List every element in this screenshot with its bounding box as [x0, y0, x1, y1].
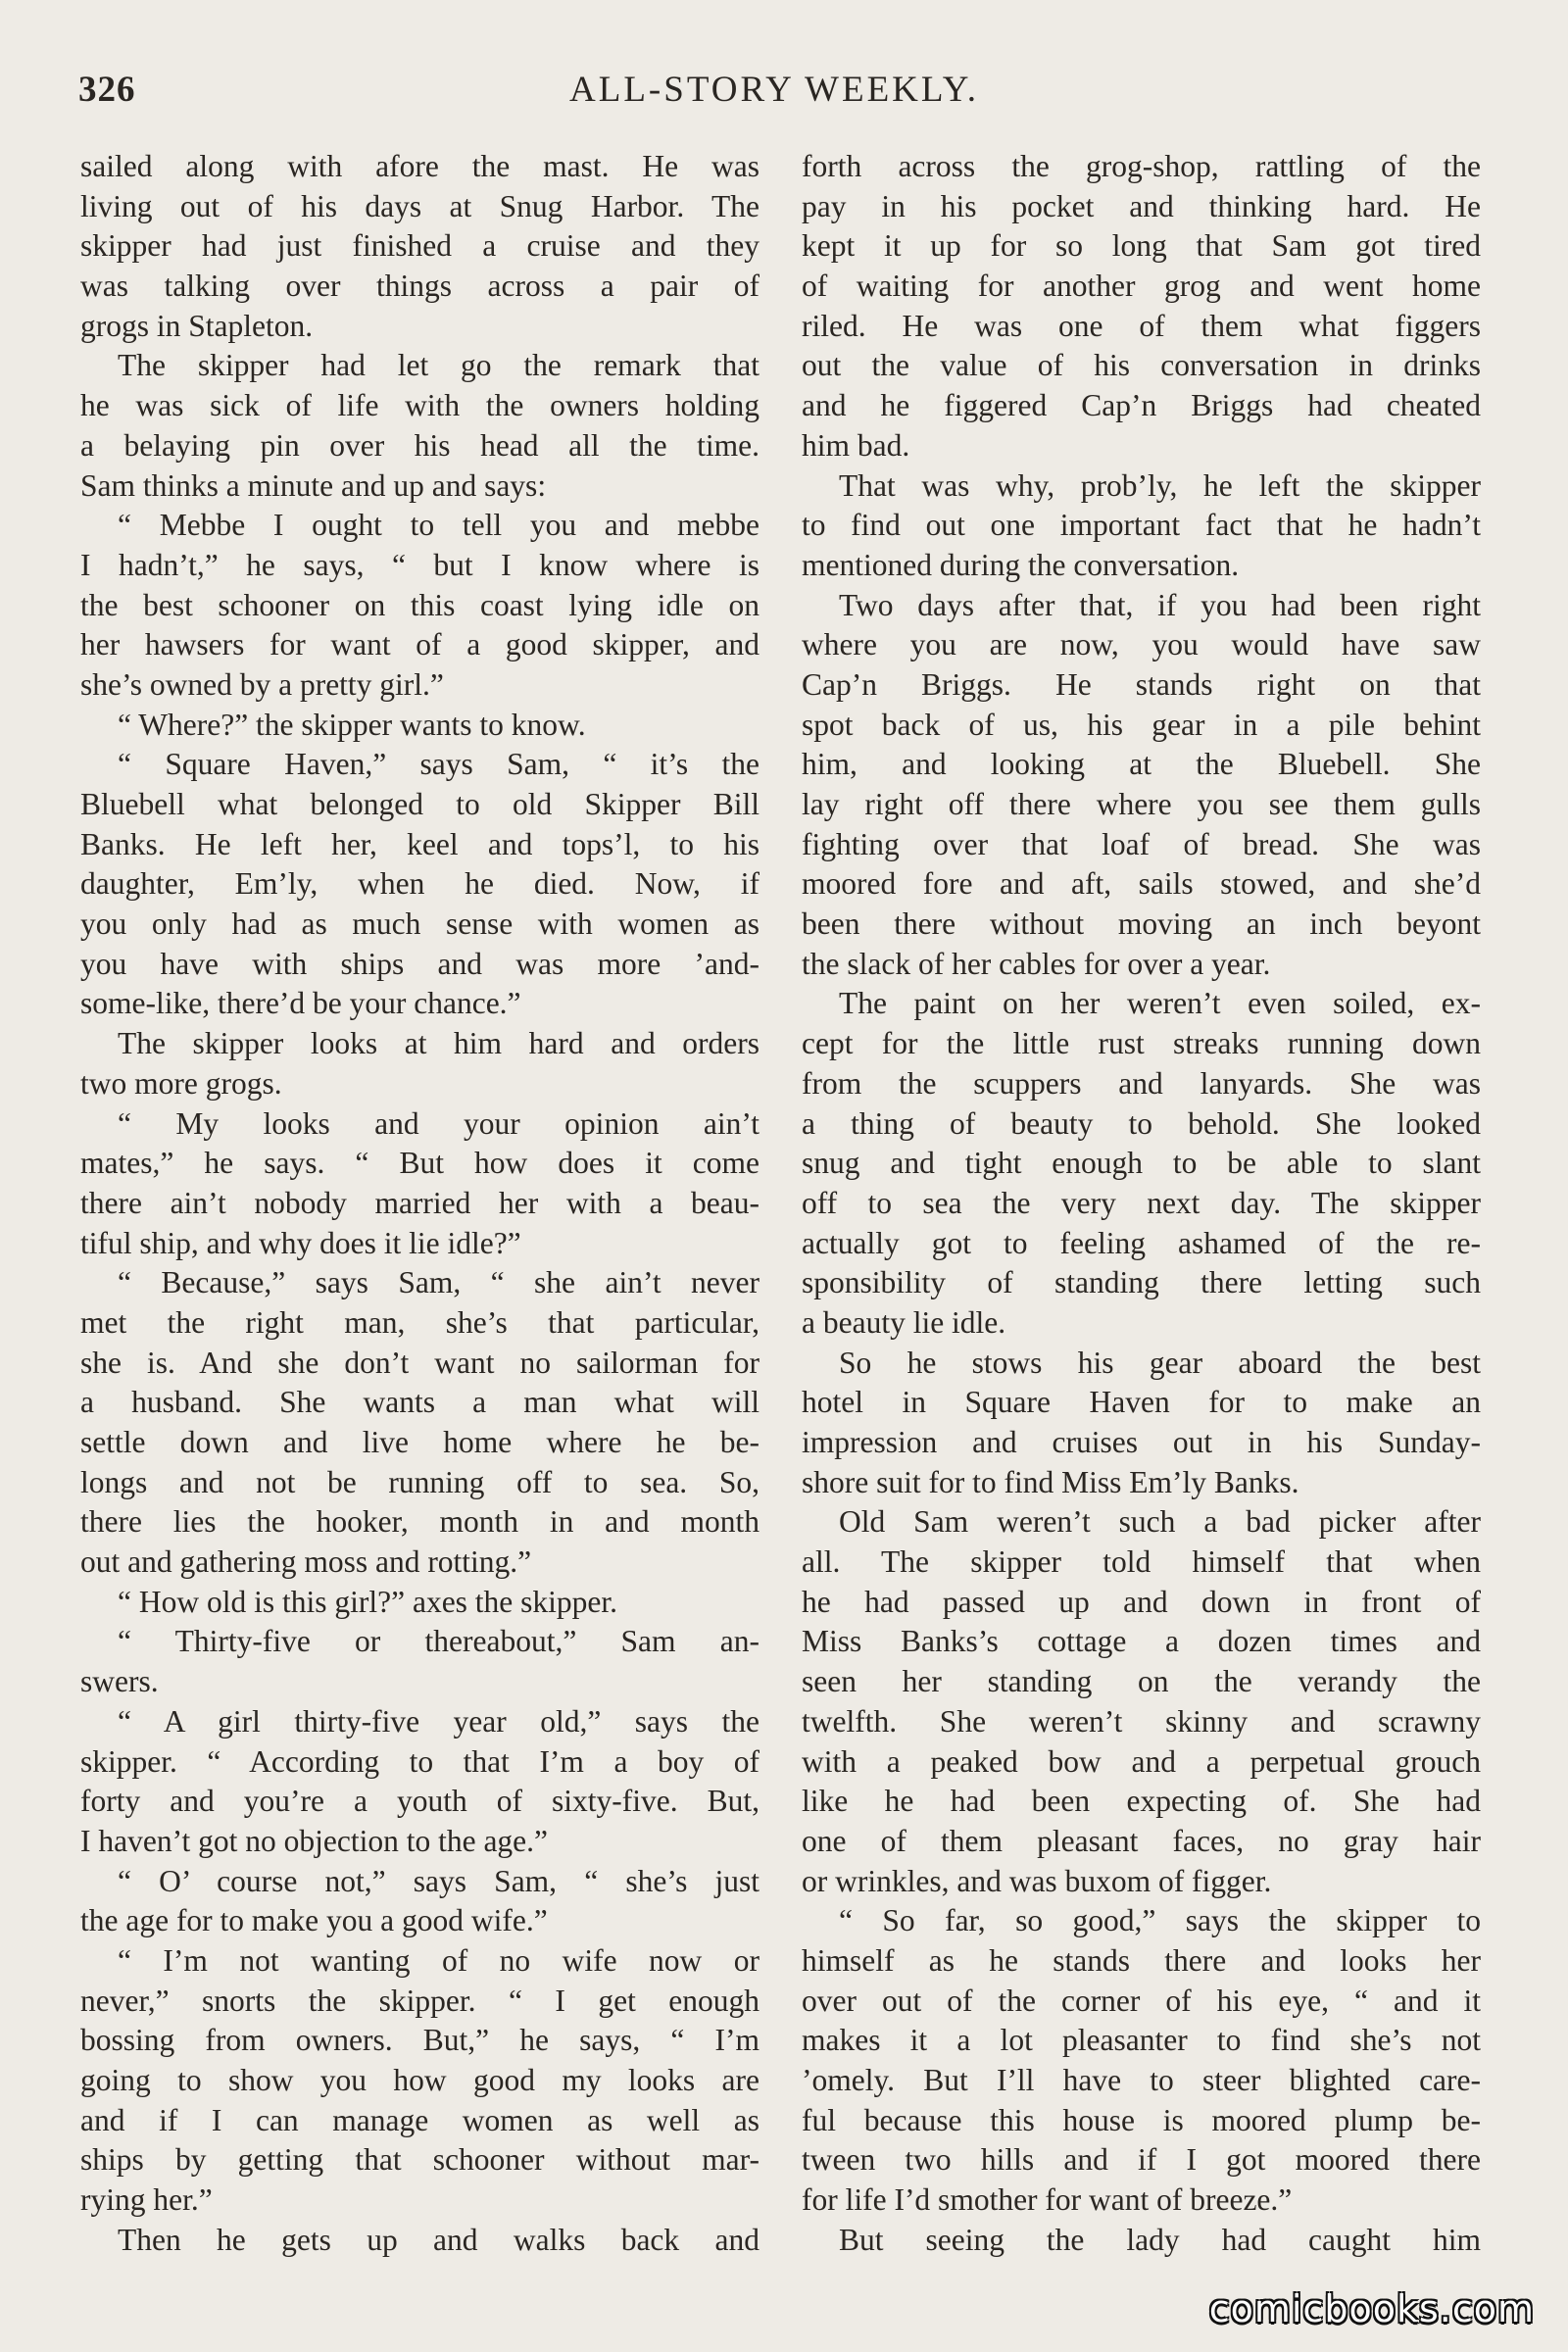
text-line: for life I’d smother for want of breeze.” — [802, 2182, 1293, 2218]
text-line: living out of his days at Snug Harbor. The — [80, 188, 760, 223]
text-line: moored fore and aft, sails stowed, and she’d — [802, 866, 1481, 902]
text-line: of waiting for another grog and went home — [802, 269, 1481, 304]
text-line: Sam thinks a minute and up and says: — [80, 467, 547, 503]
text-line: all. The skipper told himself that when — [802, 1544, 1481, 1580]
text-line: forth across the grog-shop, rattling of the — [802, 149, 1481, 183]
text-line: the age for to make you a good wife.” — [80, 1903, 548, 1938]
text-line: and he figgered Cap’n Briggs had cheated — [802, 388, 1481, 423]
text-line: “ O’ course not,” says Sam, “ she’s just — [118, 1863, 760, 1898]
text-line: he was sick of life with the owners holding — [80, 388, 760, 423]
text-line: there lies the hooker, month in and month — [80, 1504, 760, 1540]
page-header — [78, 69, 1470, 127]
text-line: him, and looking at the Bluebell. She — [802, 747, 1481, 782]
text-line: was talking over things across a pair of — [80, 269, 760, 304]
text-line: pay in his pocket and thinking hard. He — [802, 188, 1481, 223]
text-line: The skipper looks at him hard and orders — [118, 1026, 760, 1061]
text-line: tween two hills and if I got moored there — [802, 2142, 1481, 2178]
text-line: ’omely. But I’ll have to steer blighted care- — [802, 2063, 1481, 2097]
text-line: spot back of us, his gear in a pile behint — [802, 707, 1481, 742]
text-line: himself as he stands there and looks her — [802, 1942, 1481, 1978]
text-line: mentioned during the conversation. — [802, 547, 1240, 582]
text-line: a husband. She wants a man what will — [80, 1385, 760, 1420]
text-line: But seeing the lady had caught him — [839, 2222, 1481, 2257]
text-line: Miss Banks’s cottage a dozen times and — [802, 1624, 1481, 1659]
text-line: or wrinkles, and was buxom of figger. — [802, 1863, 1272, 1898]
text-line: Two days after that, if you had been right — [839, 587, 1481, 622]
text-line: The paint on her weren’t even soiled, ex- — [839, 986, 1481, 1021]
text-line: there ain’t nobody married her with a beau- — [80, 1185, 760, 1220]
text-line: impression and cruises out in his Sunday- — [802, 1425, 1481, 1459]
text-line: “ A girl thirty-five year old,” says the — [118, 1703, 760, 1739]
watermark-logo: comicbooks.com — [1208, 2287, 1535, 2330]
text-line: a thing of beauty to behold. She looked — [802, 1105, 1481, 1141]
text-line: “ Where?” the skipper wants to know. — [118, 707, 586, 742]
running-title: ALL-STORY WEEKLY. — [569, 70, 979, 110]
text-line: sponsibility of standing there letting such — [802, 1265, 1481, 1300]
text-line: skipper. “ According to that I’m a boy of — [80, 1743, 760, 1779]
text-line: longs and not be running off to sea. So, — [80, 1464, 760, 1499]
text-line: one of them pleasant faces, no gray hair — [802, 1823, 1481, 1858]
text-line: shore suit for to find Miss Em’ly Banks. — [802, 1464, 1299, 1499]
text-line: bossing from owners. But,” he says, “ I’m — [80, 2023, 760, 2058]
text-line: she is. And she don’t want no sailorman for — [80, 1345, 760, 1380]
text-line: never,” snorts the skipper. “ I get enough — [80, 1983, 760, 2018]
text-line: The skipper had let go the remark that — [118, 348, 760, 383]
text-line: riled. He was one of them what figgers — [802, 308, 1481, 343]
text-line: to find out one important fact that he hadn’t — [802, 508, 1481, 543]
text-line: mates,” he says. “ But how does it come — [80, 1146, 760, 1181]
text-line: “ Square Haven,” says Sam, “ it’s the — [118, 747, 760, 782]
text-line: ships by getting that schooner without mar- — [80, 2142, 760, 2178]
text-line: “ Thirty-five or thereabout,” Sam an- — [118, 1624, 760, 1659]
text-line: him bad. — [802, 427, 910, 463]
text-line: swers. — [80, 1664, 159, 1699]
text-line: So he stows his gear aboard the best — [839, 1345, 1481, 1380]
text-line: settle down and live home where he be- — [80, 1425, 760, 1459]
text-line: her hawsers for want of a good skipper, and — [80, 627, 760, 662]
text-line: Banks. He left her, keel and tops’l, to his — [80, 826, 760, 861]
text-line: fighting over that loaf of bread. She was — [802, 826, 1481, 861]
text-line: lay right off there where you see them gulls — [802, 787, 1481, 821]
text-line: out the value of his conversation in drinks — [802, 348, 1481, 383]
text-line: off to sea the very next day. The skipper — [802, 1185, 1481, 1220]
text-line: and if I can manage women as well as — [80, 2102, 760, 2137]
left-text-column — [80, 147, 760, 2260]
text-line: cept for the little rust streaks running down — [802, 1026, 1481, 1061]
text-line: Old Sam weren’t such a bad picker after — [839, 1504, 1481, 1540]
text-line: forty and you’re a youth of sixty-five. But, — [80, 1784, 760, 1819]
text-line: sailed along with afore the mast. He was — [80, 149, 760, 183]
text-line: out and gathering moss and rotting.” — [80, 1544, 532, 1580]
text-line: from the scuppers and lanyards. She was — [802, 1065, 1481, 1101]
text-line: with a peaked bow and a perpetual grouch — [802, 1743, 1481, 1779]
right-text-column — [802, 147, 1481, 2260]
text-line: That was why, prob’ly, he left the skipper — [839, 467, 1481, 503]
text-line: twelfth. She weren’t skinny and scrawny — [802, 1703, 1481, 1739]
text-line: “ So far, so good,” says the skipper to — [839, 1903, 1481, 1938]
text-line: you only had as much sense with women as — [80, 906, 760, 942]
text-line: “ Mebbe I ought to tell you and mebbe — [118, 508, 760, 543]
text-line: two more grogs. — [80, 1065, 282, 1101]
text-line: daughter, Em’ly, when he died. Now, if — [80, 866, 760, 902]
text-line: actually got to feeling ashamed of the re- — [802, 1225, 1481, 1260]
text-line: been there without moving an inch beyont — [802, 906, 1481, 942]
text-line: kept it up for so long that Sam got tired — [802, 228, 1481, 264]
text-line: grogs in Stapleton. — [80, 308, 314, 343]
text-line: you have with ships and was more ’and- — [80, 946, 760, 981]
text-line: “ How old is this girl?” axes the skipper. — [118, 1584, 618, 1619]
text-line: skipper had just finished a cruise and they — [80, 228, 760, 264]
text-line: going to show you how good my looks are — [80, 2063, 760, 2097]
text-line: he had passed up and down in front of — [802, 1584, 1481, 1619]
text-line: over out of the corner of his eye, “ and it — [802, 1983, 1481, 2018]
text-line: ful because this house is moored plump be- — [802, 2102, 1481, 2137]
text-line: Cap’n Briggs. He stands right on that — [802, 666, 1481, 702]
text-line: tiful ship, and why does it lie idle?” — [80, 1225, 521, 1260]
text-line: hotel in Square Haven for to make an — [802, 1385, 1481, 1420]
text-line: Bluebell what belonged to old Skipper Bill — [80, 787, 760, 821]
text-line: “ My looks and your opinion ain’t — [118, 1105, 760, 1141]
page-number: 326 — [78, 70, 136, 110]
text-line: some-like, there’d be your chance.” — [80, 986, 521, 1021]
text-line: I haven’t got no objection to the age.” — [80, 1823, 549, 1858]
text-line: rying her.” — [80, 2182, 213, 2218]
text-line: where you are now, you would have saw — [802, 627, 1481, 662]
text-line: makes it a lot pleasanter to find she’s not — [802, 2023, 1481, 2058]
text-line: “ Because,” says Sam, “ she ain’t never — [118, 1265, 760, 1300]
text-line: snug and tight enough to be able to slant — [802, 1146, 1481, 1181]
text-line: like he had been expecting of. She had — [802, 1784, 1481, 1819]
text-line: met the right man, she’s that particular, — [80, 1304, 760, 1340]
text-line: she’s owned by a pretty girl.” — [80, 666, 444, 702]
text-line: the slack of her cables for over a year. — [802, 946, 1271, 981]
text-line: seen her standing on the verandy the — [802, 1664, 1481, 1699]
text-line: a beauty lie idle. — [802, 1304, 1006, 1340]
text-line: I hadn’t,” he says, “ but I know where is — [80, 547, 760, 582]
text-line: the best schooner on this coast lying idle on — [80, 587, 760, 622]
text-line: “ I’m not wanting of no wife now or — [118, 1942, 760, 1978]
text-line: a belaying pin over his head all the time. — [80, 427, 760, 463]
text-line: Then he gets up and walks back and — [118, 2222, 760, 2257]
